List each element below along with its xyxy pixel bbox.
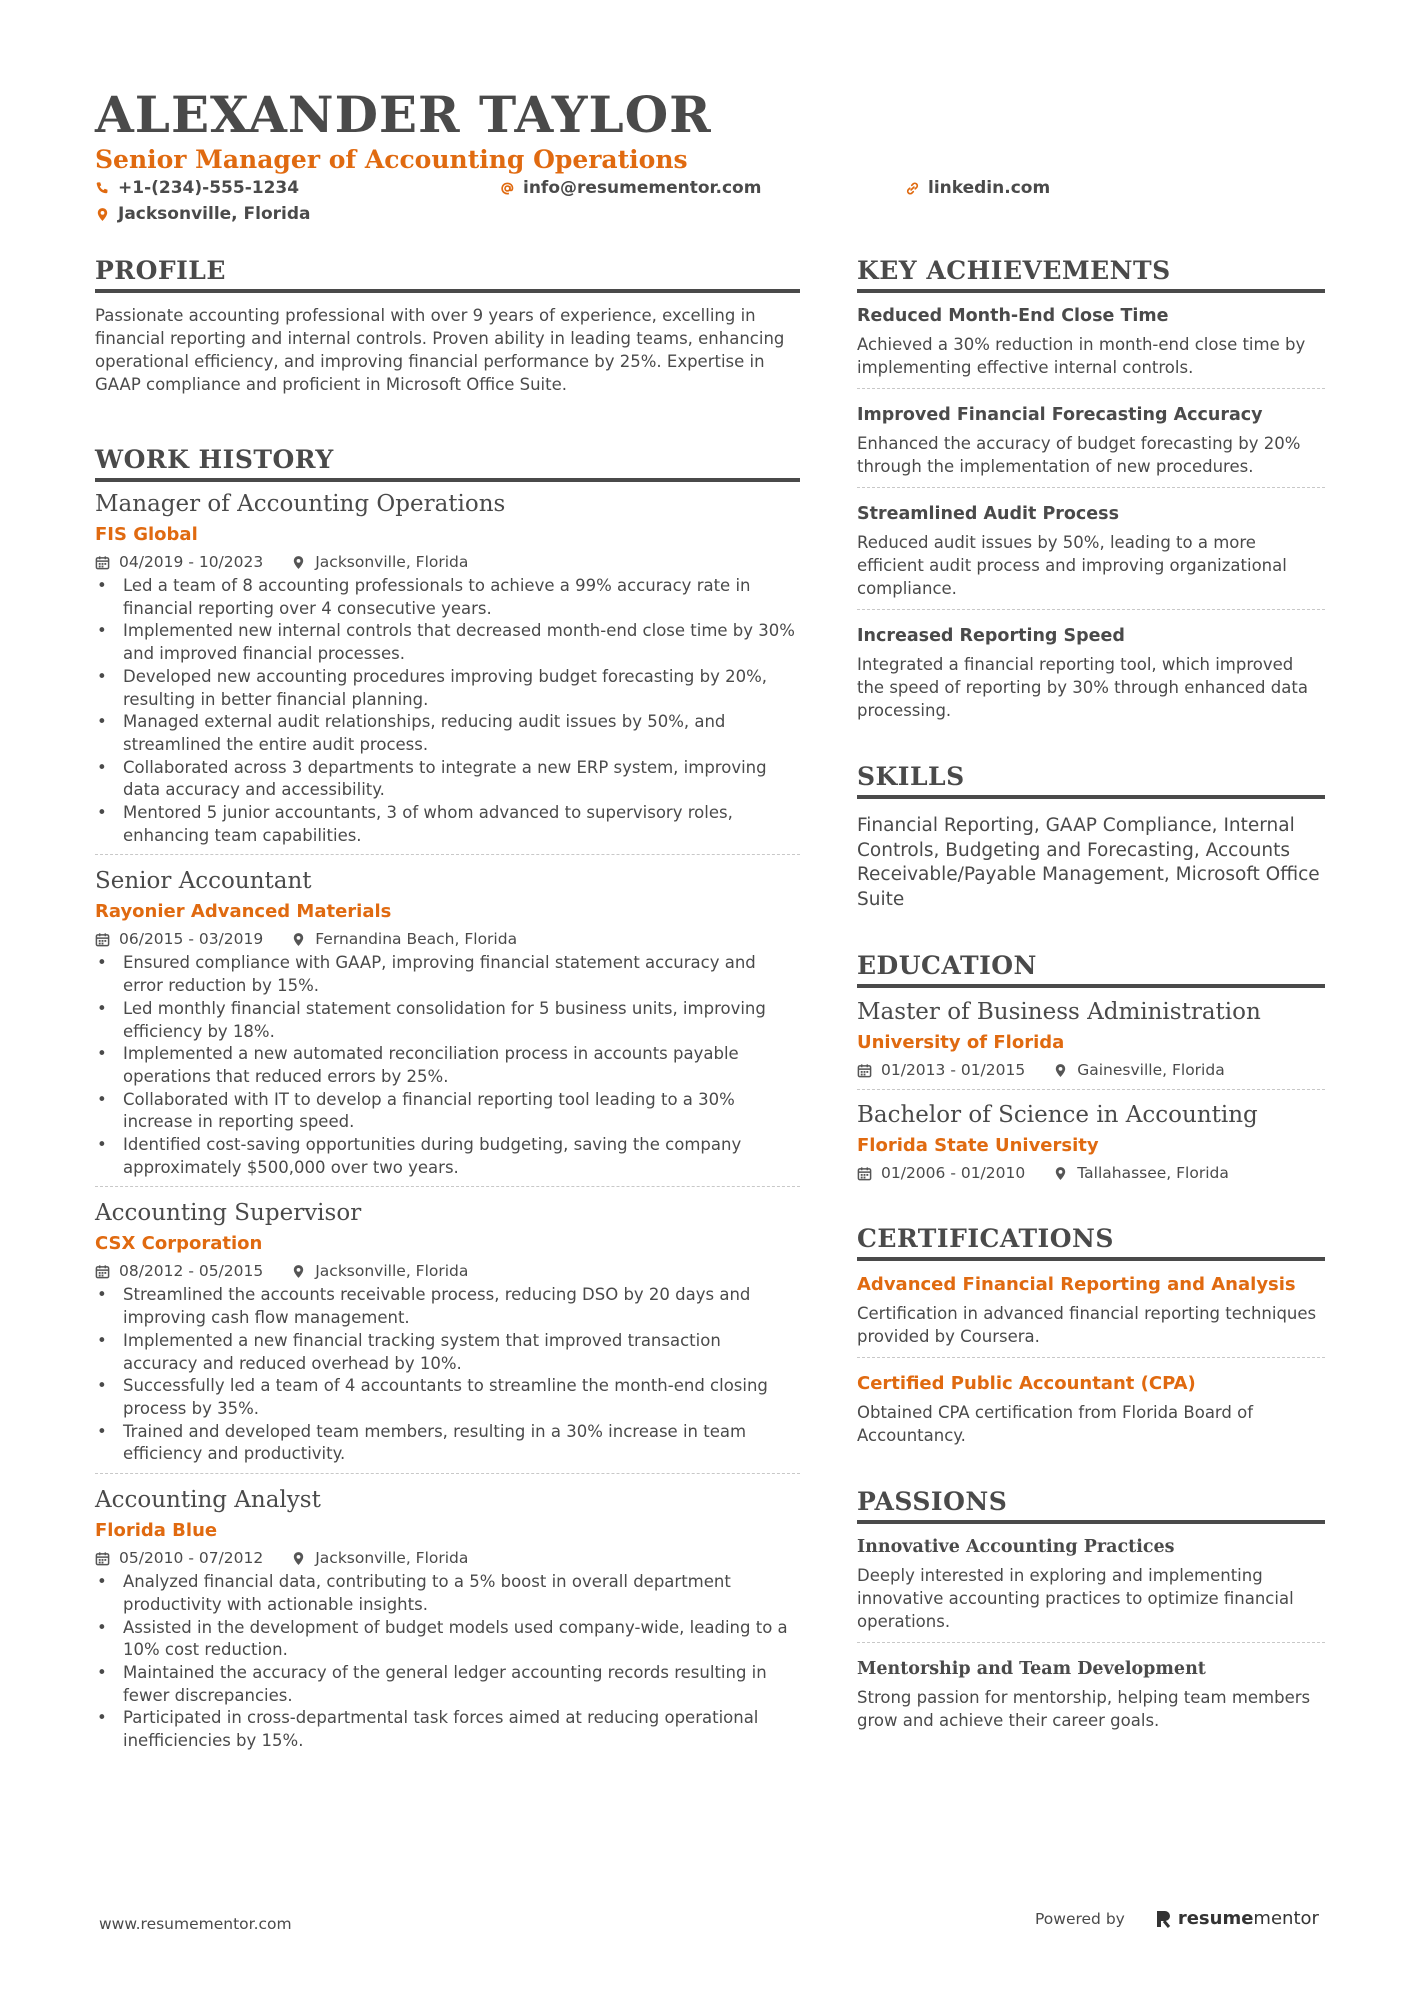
calendar-icon [95, 1264, 110, 1279]
company-name: Rayonier Advanced Materials [95, 901, 392, 923]
bullet-item: • Maintained the accuracy of the general ledger accounting records resulting in fewer discrepancies. [95, 1662, 800, 1707]
location-pin-icon [1053, 1063, 1068, 1078]
company-name: CSX Corporation [95, 1233, 263, 1255]
bullet-item: • Led monthly financial statement consolidation for 5 business units, improving efficiency by 18%. [95, 998, 800, 1043]
bullet-item: • Streamlined the accounts receivable process, reducing DSO by 20 days and improving cash flow management. [95, 1284, 800, 1329]
brand-logo[interactable] [1155, 1908, 1319, 1929]
certifications-section [857, 1223, 1325, 1447]
achievement-text: Achieved a 30% reduction in month-end close time by implementing effective internal controls. [857, 335, 1306, 377]
date-range [95, 1259, 263, 1283]
location-text: Jacksonville, Florida [118, 204, 311, 224]
powered-by-label: Powered by [1035, 1909, 1125, 1928]
footer-branding [1035, 1908, 1319, 1929]
skills-heading: SKILLS [857, 761, 1325, 799]
job-entry [95, 1485, 800, 1753]
job-bullets [95, 575, 800, 847]
bullet-item: • Mentored 5 junior accountants, 3 of whom advanced to supervisory roles, enhancing team capabilities. [95, 802, 800, 847]
bullet-item: • Implemented a new automated reconciliation process in accounts payable operations that reduced errors by 25%. [95, 1043, 800, 1088]
achievement-item [857, 502, 1325, 600]
divider [857, 1642, 1325, 1643]
date-text: 06/2015 - 03/2019 [119, 930, 264, 949]
bullet-item: • Implemented a new financial tracking system that improved transaction accuracy and reduced overhead by 10%. [95, 1330, 800, 1375]
certification-text: Certification in advanced financial reporting techniques provided by Coursera. [857, 1304, 1317, 1346]
contact-phone [95, 178, 299, 198]
degree-title: Bachelor of Science in Accounting [857, 1102, 1258, 1128]
contact-location [95, 204, 311, 224]
job-location [1053, 1161, 1229, 1185]
company-name: Florida Blue [95, 1520, 218, 1542]
contact-linkedin[interactable] [905, 178, 1050, 198]
work-history-section [95, 444, 800, 1753]
date-range [95, 927, 263, 951]
certifications-list [857, 1273, 1325, 1447]
passions-heading: PASSIONS [857, 1486, 1325, 1524]
calendar-icon [95, 932, 110, 947]
bullet-item: • Ensured compliance with GAAP, improving financial statement accuracy and error reduction by 15%. [95, 952, 800, 997]
passion-item [857, 1657, 1325, 1732]
location-pin-icon [291, 932, 306, 947]
company-name: FIS Global [95, 524, 198, 545]
location-text: Jacksonville, Florida [315, 1262, 469, 1281]
achievement-item [857, 624, 1325, 722]
education-section [857, 950, 1325, 1185]
divider [857, 1357, 1325, 1358]
achievement-item [857, 304, 1325, 379]
job-location [291, 550, 468, 574]
bullet-item: • Assisted in the development of budget models used company-wide, leading to a 10% cost reduction. [95, 1617, 800, 1662]
bullet-item: • Implemented new internal controls that decreased month-end close time by 30% and improved financial processes. [95, 620, 800, 665]
achievement-title: Reduced Month-End Close Time [857, 306, 1169, 326]
candidate-name: ALEXANDER TAYLOR [95, 85, 712, 144]
meta-row [95, 1259, 800, 1283]
meta-row [95, 550, 800, 574]
location-text: Jacksonville, Florida [315, 553, 469, 571]
achievement-item [857, 403, 1325, 478]
job-location [291, 1259, 468, 1283]
school-name: University of Florida [857, 1032, 1065, 1053]
job-entry [95, 866, 800, 1179]
profile-section [95, 255, 800, 396]
meta-row [857, 1058, 1325, 1082]
resume-header [95, 86, 1335, 234]
contact-email[interactable] [500, 178, 761, 198]
achievement-text: Integrated a financial reporting tool, which improved the speed of reporting by 30% through enhanced data processing. [857, 655, 1308, 720]
skills-section [857, 761, 1325, 912]
bullet-item: • Developed new accounting procedures improving budget forecasting by 20%, resulting in better financial planning. [95, 666, 800, 711]
job-location [291, 1546, 468, 1570]
certification-item [857, 1273, 1325, 1348]
calendar-icon [857, 1063, 872, 1078]
work-history-heading: WORK HISTORY [95, 444, 800, 482]
divider [95, 854, 800, 855]
location-pin-icon [291, 1264, 306, 1279]
calendar-icon [857, 1166, 872, 1181]
bullet-item: • Collaborated with IT to develop a financial reporting tool leading to a 30% increase in reporting speed. [95, 1089, 800, 1134]
bullet-item: • Identified cost-saving opportunities during budgeting, saving the company approximately $500,000 over two years. [95, 1134, 800, 1179]
bullet-item: • Participated in cross-departmental task forces aimed at reducing operational inefficiencies by 15%. [95, 1707, 800, 1752]
bullet-item: • Successfully led a team of 4 accountants to streamline the month-end closing process by 35%. [95, 1375, 800, 1420]
date-range [95, 1546, 263, 1570]
link-icon [905, 181, 920, 196]
brand-light: mentor [1253, 1908, 1319, 1929]
meta-row [857, 1161, 1325, 1185]
profile-heading: PROFILE [95, 255, 800, 293]
job-title: Senior Accountant [95, 868, 312, 895]
job-entry [95, 1198, 800, 1466]
job-bullets [95, 952, 800, 1179]
email-text: info@resumementor.com [523, 178, 762, 198]
certifications-heading: CERTIFICATIONS [857, 1223, 1325, 1261]
left-column [95, 255, 800, 1753]
passions-section [857, 1486, 1325, 1732]
achievements-section [857, 255, 1325, 722]
location-pin-icon [95, 207, 110, 222]
education-heading: EDUCATION [857, 950, 1325, 988]
bullet-item: • Trained and developed team members, resulting in a 30% increase in team efficiency and productivity. [95, 1421, 800, 1466]
date-text: 08/2012 - 05/2015 [119, 1262, 264, 1281]
passion-title: Mentorship and Team Development [857, 1659, 1206, 1679]
date-text: 04/2019 - 10/2023 [119, 553, 264, 571]
divider [857, 388, 1325, 389]
bullet-item: • Managed external audit relationships, reducing audit issues by 50%, and streamlined the entire audit process. [95, 711, 800, 756]
resumementor-logo-icon [1155, 1909, 1173, 1929]
bullet-item: • Collaborated across 3 departments to integrate a new ERP system, improving data accuracy and accessibility. [95, 757, 800, 802]
passion-text: Strong passion for mentorship, helping team members grow and achieve their career goals. [857, 1688, 1311, 1730]
date-range [857, 1161, 1025, 1185]
education-list [857, 997, 1325, 1185]
candidate-title: Senior Manager of Accounting Operations [95, 145, 688, 174]
divider [95, 1473, 800, 1474]
date-range [857, 1058, 1025, 1082]
meta-row [95, 927, 800, 951]
date-text: 01/2013 - 01/2015 [881, 1061, 1026, 1079]
achievement-title: Increased Reporting Speed [857, 626, 1125, 646]
calendar-icon [95, 555, 110, 570]
divider [857, 609, 1325, 610]
certification-text: Obtained CPA certification from Florida Board of Accountancy. [857, 1403, 1254, 1445]
location-text: Fernandina Beach, Florida [315, 930, 518, 949]
achievement-title: Improved Financial Forecasting Accuracy [857, 405, 1263, 425]
phone-icon [95, 181, 110, 196]
passions-list [857, 1535, 1325, 1732]
at-icon [500, 181, 515, 196]
date-text: 05/2010 - 07/2012 [119, 1549, 264, 1568]
location-pin-icon [1053, 1166, 1068, 1181]
location-text: Tallahassee, Florida [1077, 1164, 1229, 1182]
achievement-text: Enhanced the accuracy of budget forecasting by 20% through the implementation of new procedures. [857, 434, 1301, 476]
jobs-list [95, 489, 800, 1753]
brand-bold: resume [1177, 1908, 1254, 1929]
linkedin-text: linkedin.com [928, 178, 1051, 198]
school-name: Florida State University [857, 1135, 1099, 1156]
location-pin-icon [291, 1551, 306, 1566]
job-title: Accounting Analyst [95, 1487, 321, 1514]
contact-info [95, 178, 1335, 234]
phone-text: +1-(234)-555-1234 [118, 178, 300, 198]
certification-title: Advanced Financial Reporting and Analysis [857, 1274, 1296, 1295]
bullet-item: • Analyzed financial data, contributing to a 5% boost in overall department productivity with actionable insights. [95, 1571, 800, 1616]
education-item [857, 997, 1325, 1082]
degree-title: Master of Business Administration [857, 999, 1261, 1025]
achievement-text: Reduced audit issues by 50%, leading to a more efficient audit process and improving organizational compliance. [857, 533, 1287, 598]
footer-website[interactable]: www.resumementor.com [99, 1915, 292, 1933]
achievements-heading: KEY ACHIEVEMENTS [857, 255, 1325, 293]
date-range [95, 550, 263, 574]
job-entry [95, 489, 800, 847]
divider [857, 1089, 1325, 1090]
skills-text: Financial Reporting, GAAP Compliance, Internal Controls, Budgeting and Forecasting, Accounts Receivable/Payable Management, Microsoft Office Suite [857, 815, 1320, 910]
meta-row [95, 1546, 800, 1570]
education-item [857, 1100, 1325, 1185]
date-text: 01/2006 - 01/2010 [881, 1164, 1026, 1182]
passion-item [857, 1535, 1325, 1633]
achievements-list [857, 304, 1325, 722]
divider [857, 487, 1325, 488]
location-pin-icon [291, 555, 306, 570]
divider [95, 1186, 800, 1187]
job-title: Accounting Supervisor [95, 1200, 362, 1227]
achievement-title: Streamlined Audit Process [857, 504, 1119, 524]
passion-text: Deeply interested in exploring and implementing innovative accounting practices to optimize financial operations. [857, 1566, 1294, 1631]
bullet-item: • Led a team of 8 accounting professionals to achieve a 99% accuracy rate in financial reporting over 4 consecutive years. [95, 575, 800, 620]
certification-item [857, 1372, 1325, 1447]
passion-title: Innovative Accounting Practices [857, 1537, 1175, 1557]
location-text: Gainesville, Florida [1077, 1061, 1225, 1079]
job-title: Manager of Accounting Operations [95, 491, 506, 517]
right-column [857, 255, 1325, 1732]
job-location [1053, 1058, 1224, 1082]
calendar-icon [95, 1551, 110, 1566]
job-bullets [95, 1284, 800, 1466]
profile-text: Passionate accounting professional with over 9 years of experience, excelling in financial reporting and internal controls. Proven ability in leading teams, enhancing operational efficiency, and improving financial performance by 25%. Expertise in GAAP compliance and proficient in Microsoft Office Suite. [95, 306, 785, 394]
location-text: Jacksonville, Florida [315, 1549, 469, 1568]
job-location [291, 927, 517, 951]
job-bullets [95, 1571, 800, 1753]
certification-title: Certified Public Accountant (CPA) [857, 1373, 1196, 1394]
